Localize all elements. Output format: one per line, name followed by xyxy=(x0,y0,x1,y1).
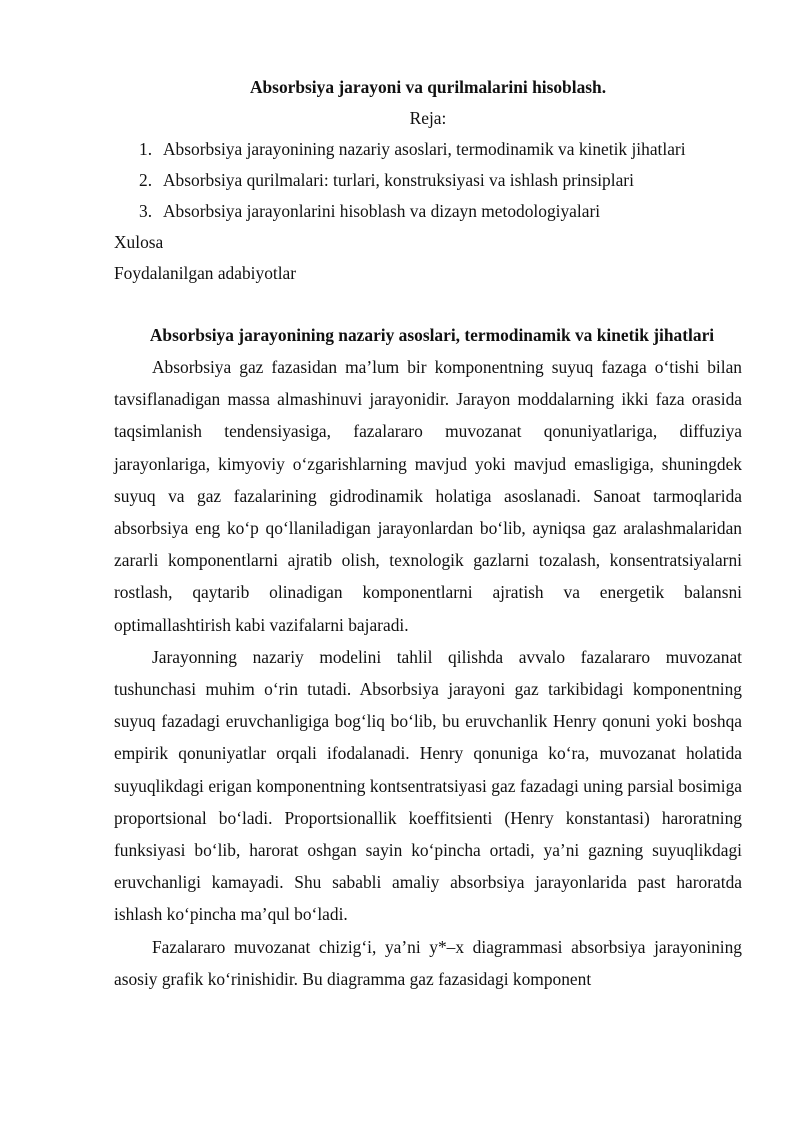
plan-heading: Reja: xyxy=(409,108,447,128)
document-page xyxy=(114,72,742,995)
document-title: Absorbsiya jarayoni va qurilmalarini hisoblash. xyxy=(249,77,607,97)
plan-item xyxy=(114,196,742,227)
body-paragraph: Fazalararo muvozanat chizig‘i, ya’ni y*–x diagrammasi absorbsiya jarayonining asosiy grafik ko‘rinishidir. Bu diagramma gaz fazasidagi komponent xyxy=(114,936,742,989)
plan-item xyxy=(114,165,742,196)
references-item: Foydalanilgan adabiyotlar xyxy=(114,263,297,283)
plan-item xyxy=(114,134,742,165)
plan-item-text: Absorbsiya jarayonining nazariy asoslari, termodinamik va kinetik jihatlari xyxy=(163,139,686,159)
plan-item-number: 1. xyxy=(139,139,153,159)
plan-item-number: 2. xyxy=(139,170,153,190)
plan-item-number: 3. xyxy=(139,201,153,221)
body-paragraph: Absorbsiya gaz fazasidan ma’lum bir komponentning suyuq fazaga o‘tishi bilan tavsiflanadigan massa almashinuvi jarayonidir. Jarayon moddalarning ikki faza orasida taqsimlanish tendensiyasiga, fazalararo muvozanat qonuniyatlariga, diffuziya jarayonlariga, kimyoviy o‘zgarishlarning mavjud yoki mavjud emasligiga, shuningdek suyuq va gaz fazalarining gidrodinamik holatiga asoslanadi. Sanoat tarmoqlarida absorbsiya eng ko‘p qo‘llaniladigan jarayonlardan bo‘lib, ayniqsa gaz aralashmalaridan zararli komponentlarni ajratib olish, texnologik gazlarni tozalash, konsentratsiyalarni rostlash, qaytarib olinadigan komponentlarni ajratish va energetik balansni optimallashtirish kabi vazifalarni bajaradi. xyxy=(114,357,742,635)
plan-item-text: Absorbsiya qurilmalari: turlari, konstruksiyasi va ishlash prinsiplari xyxy=(163,170,634,190)
plan-item-text: Absorbsiya jarayonlarini hisoblash va dizayn metodologiyalari xyxy=(163,201,601,221)
plan-list xyxy=(114,134,742,227)
body-paragraph: Jarayonning nazariy modelini tahlil qilishda avvalo fazalararo muvozanat tushunchasi muhim o‘rin tutadi. Absorbsiya jarayoni gaz tarkibidagi komponentning suyuq fazadagi eruvchanligiga bog‘liq bo‘lib, bu eruvchanlik Henry qonuni yoki boshqa empirik qonuniyatlar orqali ifodalanadi. Henry qonuniga ko‘ra, muvozanat holatida suyuqlikdagi erigan komponentning kontsentratsiyasi gaz fazadagi uning parsial bosimiga proportsional bo‘ladi. Proportsionallik koeffitsienti (Henry konstantasi) haroratning funksiyasi bo‘lib, harorat oshgan sayin ko‘pincha ortadi, ya’ni gazning suyuqlikdagi eruvchanligi kamayadi. Shu sababli amaliy absorbsiya jarayonlarida past haroratda ishlash ko‘pincha ma’qul bo‘ladi. xyxy=(114,646,742,925)
conclusion-item: Xulosa xyxy=(114,232,164,252)
section-title: Absorbsiya jarayonining nazariy asoslari, termodinamik va kinetik jihatlari xyxy=(149,325,715,345)
